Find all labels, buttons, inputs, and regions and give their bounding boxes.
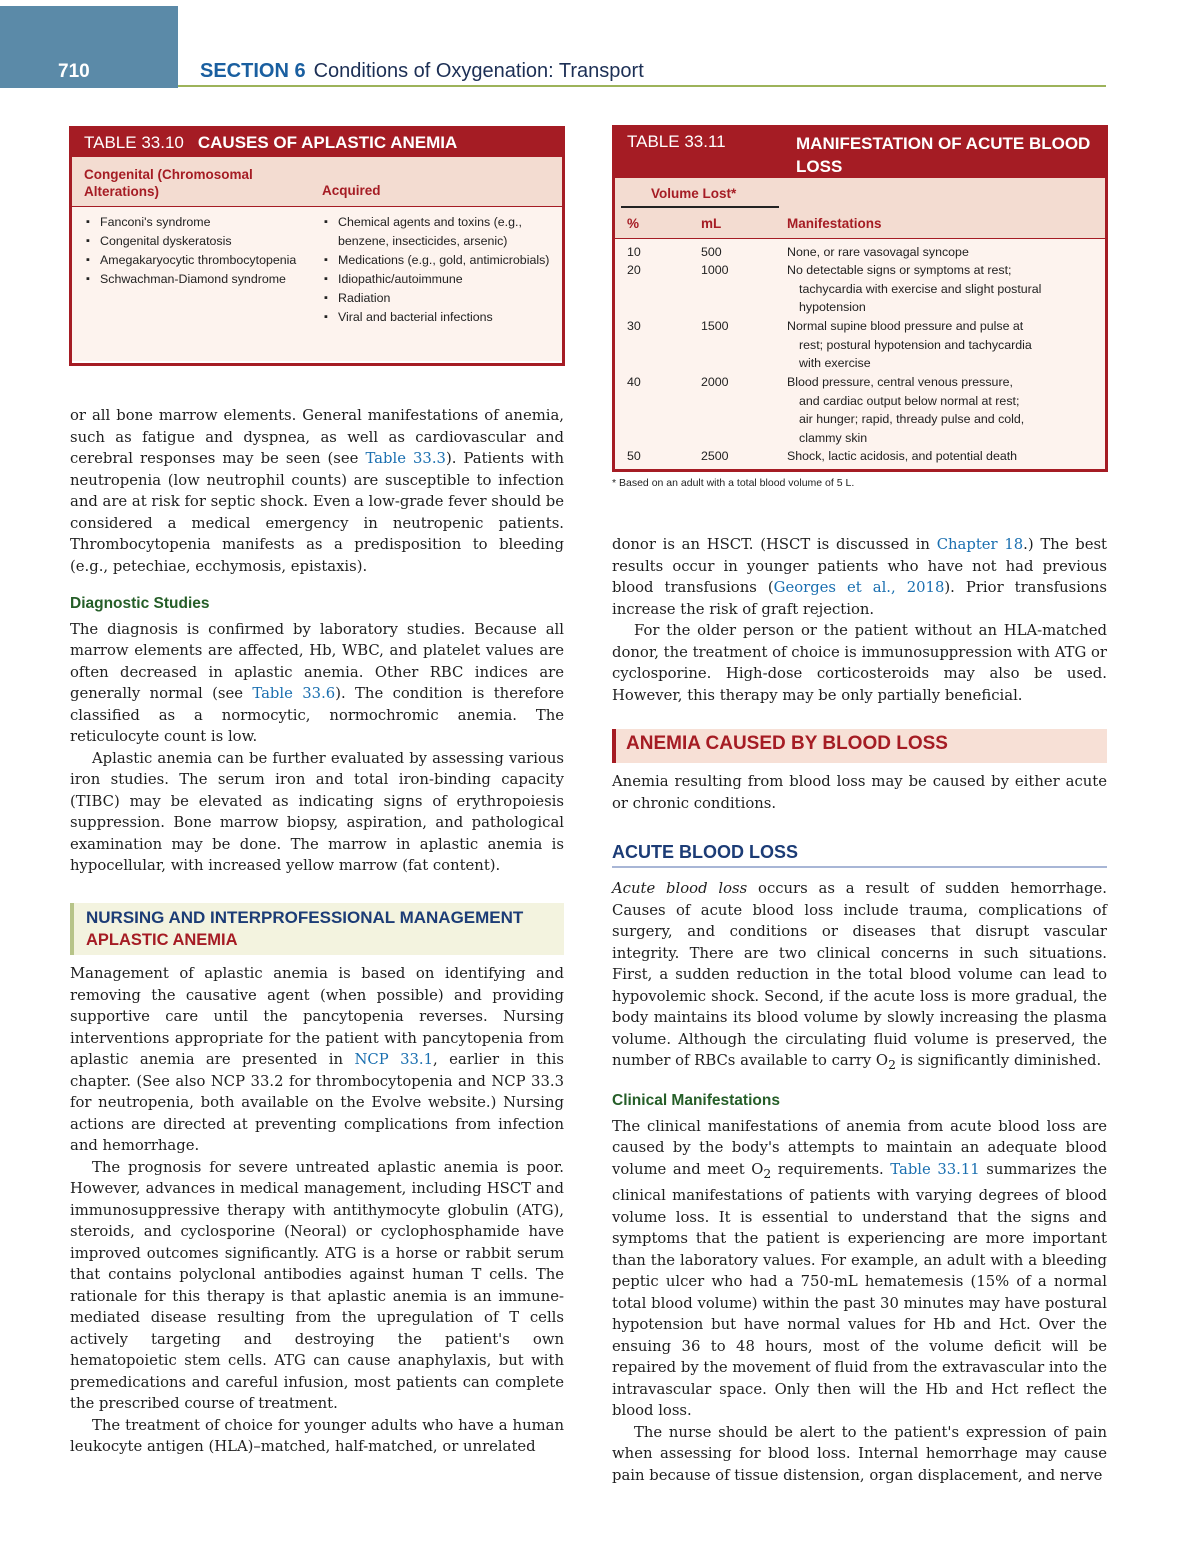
cell-ml: 1000: [701, 263, 729, 277]
cell-line: air hunger; rapid, thready pulse and cold,: [799, 412, 1025, 426]
table-footnote: * Based on an adult with a total blood volume of 5 L.: [612, 477, 855, 489]
table-number: TABLE 33.10: [84, 133, 184, 152]
page-number: 710: [58, 61, 90, 82]
paragraph: [70, 405, 564, 577]
footnote-mark: *: [731, 186, 737, 201]
management-subheading: APLASTIC ANEMIA: [86, 931, 238, 949]
cell-percent: 50: [627, 449, 641, 463]
paragraph: The nurse should be alert to the patient's expression of pain when assessing for blood loss. Internal hemorrhage may cause pain because of tissue distension, organ displacement, and nerve: [612, 1423, 1107, 1484]
column-heading-ml: mL: [701, 216, 722, 231]
blood-loss-heading: ANEMIA CAUSED BY BLOOD LOSS: [626, 733, 948, 754]
cell-percent: 10: [627, 245, 641, 259]
right-column-lower: [612, 878, 1107, 1486]
table-number: TABLE 33.11: [627, 132, 726, 151]
text-run: occurs as a result of sudden hemorrhage. Causes of acute blood loss include trauma, complications of surgery, and conditions or diseases that disrupt vascular integrity. There are two clinical concerns in such situations. First, a sudden reduction in the total blood volume can lead to hypovolemic shock. Second, if the acute loss is more gradual, the body maintains its blood volume by slowly increasing the plasma volume. Although the circulating fluid volume is preserved, the number of RBCs available to carry O: [612, 880, 1107, 1069]
cell-line: tachycardia with exercise and slight postural: [799, 281, 1042, 296]
list-item: ▪ Idiopathic/autoimmune: [323, 270, 553, 289]
text-run: ). Prior transfusions increase the risk of graft rejection.: [612, 579, 1107, 618]
text-run: ). Patients with neutropenia (low neutrophil counts) are susceptible to infection and are at risk for septic shock. Even a low-grade fever should be considered a medical emergency in neutropenic patients. Thrombocytopenia manifests as a predisposition to bleeding (e.g., petechiae, ecchymosis, epistaxis).: [70, 450, 564, 575]
cell-line: clammy skin: [799, 430, 868, 445]
cell-percent: 30: [627, 319, 641, 333]
table-body: [72, 206, 562, 361]
list-item: ▪ Amegakaryocytic thrombocytopenia: [85, 251, 315, 270]
cell-line: rest; postural hypotension and tachycardia: [799, 337, 1032, 352]
volume-lost-rule: [621, 206, 779, 208]
text-run: .) The best results occur in younger patients who have not had previous blood transfusions (: [612, 536, 1107, 596]
blood-loss-heading-band: [612, 729, 1107, 763]
table-column-headings: [72, 157, 562, 206]
column-heading-congenital: Congenital (Chromosomal Alterations): [84, 167, 253, 199]
cell-ml: 500: [701, 245, 722, 259]
list-item: ▪ Schwachman-Diamond syndrome: [85, 270, 315, 289]
table-link[interactable]: Table 33.11: [890, 1160, 980, 1178]
cell-manifestations: [787, 373, 1097, 447]
table-column-headings: [615, 178, 1105, 238]
table-link[interactable]: Table 33.3: [365, 450, 446, 467]
list-item: ▪ Chemical agents and toxins (e.g., benzene, insecticides, arsenic): [323, 213, 553, 251]
cell-percent: 20: [627, 263, 641, 277]
paragraph: For the older person or the patient without an HLA-matched donor, the treatment of choice is immunosuppression with ATG or cyclosporine. High-dose corticosteroids may also be used. However, this therapy may be only partially beneficial.: [612, 622, 1107, 704]
paragraph: [612, 878, 1107, 1076]
table-header: [615, 128, 1105, 178]
emphasis-term: Acute blood loss: [612, 880, 748, 897]
cell-ml: 2000: [701, 375, 729, 389]
chapter-link[interactable]: Chapter 18: [936, 536, 1024, 553]
paragraph: Aplastic anemia can be further evaluated by assessing various iron studies. The serum iron and total iron-binding capacity (TIBC) may be elevated as indicating signs of erythropoiesis suppression. Bone marrow biopsy, aspiration, and pathological examination may be done. The marrow in aplastic anemia is hypocellular, with increased yellow marrow (fat content).: [70, 749, 564, 874]
text-run: The diagnosis is confirmed by laboratory studies. Because all marrow elements are affected, Hb, WBC, and platelet values are often decreased in aplastic anemia. Other RBC indices are generally normal (see: [70, 620, 564, 702]
subscript: 2: [888, 1057, 896, 1072]
text-run: is significantly diminished.: [895, 1052, 1102, 1069]
list-item: ▪ Fanconi's syndrome: [85, 213, 315, 232]
list-item: ▪ Viral and bacterial infections: [323, 308, 553, 327]
volume-lost-label: Volume Lost: [651, 186, 732, 201]
management-heading: NURSING AND INTERPROFESSIONAL MANAGEMENT: [86, 908, 524, 927]
cell-line: No detectable signs or symptoms at rest;: [787, 263, 1012, 277]
paragraph: [70, 963, 564, 1157]
ncp-link[interactable]: NCP 33.1: [354, 1051, 434, 1068]
paragraph: [70, 619, 564, 748]
cell-line: None, or rare vasovagal syncope: [787, 245, 969, 259]
table-33-10: [69, 126, 565, 366]
heading-clinical-manifestations: Clinical Manifestations: [612, 1092, 780, 1110]
paragraph: Anemia resulting from blood loss may be caused by either acute or chronic conditions.: [612, 773, 1107, 812]
volume-lost-heading: [651, 186, 736, 201]
right-column-intro: [612, 771, 1107, 814]
management-heading-band: [70, 903, 564, 955]
subscript: 2: [763, 1166, 772, 1181]
table-title: MANIFESTATION OF ACUTE BLOOD LOSS: [796, 134, 1091, 176]
citation-link[interactable]: Georges et al., 2018: [773, 579, 945, 596]
left-column-lower: [70, 963, 564, 1458]
cell-percent: 40: [627, 375, 641, 389]
paragraph: [612, 1116, 1107, 1422]
cell-ml: 1500: [701, 319, 729, 333]
cell-manifestations: [787, 261, 1097, 317]
cell-ml: 2500: [701, 449, 729, 463]
paragraph: The prognosis for severe untreated aplastic anemia is poor. However, advances in medical management, including HSCT and immunosuppressive therapy with antithymocyte globulin (ATG), steroids, and cyclosporine (Neoral) or cyclophosphamide have improved outcomes significantly. ATG is a horse or rabbit serum that contains polyclonal antibodies against human T cells. The rationale for this therapy is that aplastic anemia is an immune-mediated disease resulting from the upregulation of T cells actively targeting and destroying the patient's own hematopoietic stem cells. ATG can cause anaphylaxis, but with premedications and careful infusion, most patients can complete the prescribed course of treatment.: [70, 1158, 564, 1412]
table-33-11: [612, 125, 1108, 472]
text-run: Management of aplastic anemia is based on identifying and removing the causative agent (when possible) and providing supportive care until the pancytopenia reverses. Nursing interventions appropriate for the patient with pancytopenia from aplastic anemia are presented in: [70, 965, 564, 1068]
cell-manifestations: [787, 317, 1097, 373]
heading-rule: [612, 866, 1107, 868]
left-column-upper: [70, 405, 564, 877]
list-item: ▪ Congenital dyskeratosis: [85, 232, 315, 251]
right-column-upper: [612, 534, 1107, 706]
section-label: SECTION 6: [200, 60, 306, 82]
column-heading-acquired: Acquired: [322, 183, 381, 198]
text-run: or all bone marrow elements. General manifestations of anemia, such as fatigue and dyspnea, as well as cardiovascular and cerebral responses may be seen (see: [70, 407, 564, 467]
text-run: , earlier in this chapter. (See also NCP 33.2 for thrombocytopenia and NCP 33.3 for neutropenia, both available on the Evolve website.) Nursing actions are directed at preventing complications from infection and hemorrhage.: [70, 1051, 565, 1154]
cell-line: Shock, lactic acidosis, and potential death: [787, 449, 1018, 463]
column-heading-percent: %: [627, 216, 640, 231]
cell-line: Normal supine blood pressure and pulse at: [787, 319, 1024, 333]
column-heading-manifestations: Manifestations: [787, 216, 882, 231]
paragraph: The treatment of choice for younger adults who have a human leukocyte antigen (HLA)–matched, half-matched, or unrelated: [70, 1416, 564, 1455]
heading-acute-blood-loss: ACUTE BLOOD LOSS: [612, 842, 799, 862]
table-title: CAUSES OF APLASTIC ANEMIA: [197, 133, 458, 152]
text-run: ). The condition is therefore classified as a normocytic, normochromic anemia. The reticulocyte count is low.: [70, 685, 565, 745]
text-run: summarizes the clinical manifestations of patients with varying degrees of blood volume loss. It is essential to understand that the signs and symptoms that the patient is experiencing are more important than the laboratory values. For example, an adult with a bleeding peptic ulcer who had a 750-mL hematemesis (15% of a normal total blood volume) within the past 30 minutes may have postural hypotension but have normal values for Hb and Hct. Over the ensuing 36 to 48 hours, most of the volume deficit will be repaired by the movement of fluid from the extravascular into the intravascular space. Only then will the Hb and Hct reflect the blood loss.: [612, 1160, 1107, 1420]
paragraph: [612, 534, 1107, 620]
list-item: ▪ Radiation: [323, 289, 553, 308]
running-head: [200, 60, 644, 83]
cell-line: with exercise: [799, 356, 871, 370]
text-run: donor is an HSCT. (HSCT is discussed in: [612, 536, 937, 553]
cell-manifestations: [787, 243, 1097, 262]
cell-line: and cardiac output below normal at rest;: [799, 393, 1020, 408]
cell-line: hypotension: [799, 300, 866, 314]
header-rule: [178, 85, 1106, 87]
table-body: [615, 238, 1105, 469]
table-header: [72, 129, 562, 157]
text-run: requirements.: [771, 1160, 891, 1178]
acquired-list: [323, 213, 553, 327]
section-title: Conditions of Oxygenation: Transport: [313, 60, 644, 82]
cell-line: Blood pressure, central venous pressure,: [787, 375, 1013, 389]
heading-diagnostic-studies: Diagnostic Studies: [70, 595, 210, 612]
text-run: The clinical manifestations of anemia from acute blood loss are caused by the body's attempts to maintain an adequate blood volume and meet O: [612, 1117, 1107, 1178]
table-link[interactable]: Table 33.6: [252, 685, 336, 702]
cell-manifestations: [787, 447, 1097, 466]
list-item: ▪ Medications (e.g., gold, antimicrobials): [323, 251, 553, 270]
congenital-list: [85, 213, 315, 289]
